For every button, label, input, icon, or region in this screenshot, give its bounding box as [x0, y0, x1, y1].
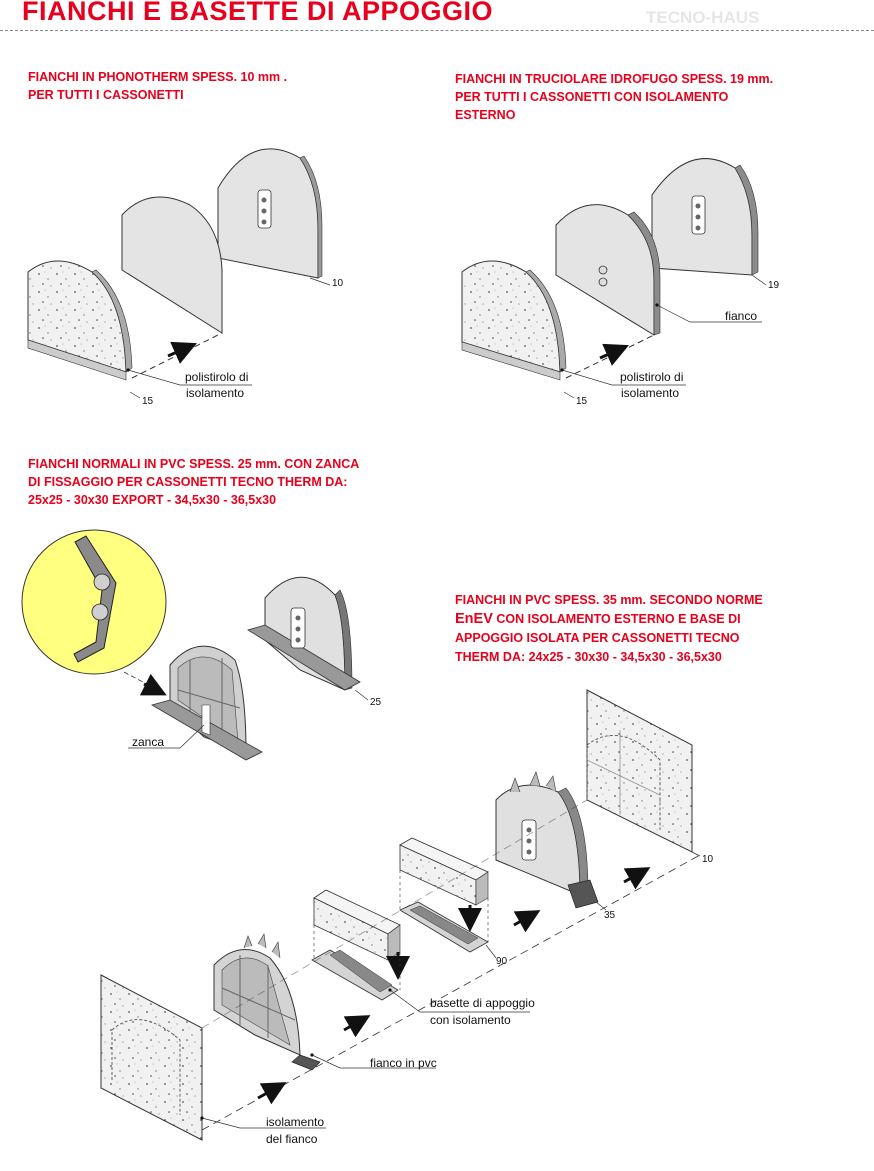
- caption-pvc35-line1: FIANCHI IN PVC SPESS. 35 mm. SECONDO NORME: [455, 593, 763, 607]
- pvc35-dim-10: 10: [702, 854, 714, 865]
- caption-pvc25-line2: DI FISSAGGIO PER CASSONETTI TECNO THERM DA:: [28, 475, 348, 489]
- caption-pvc35-line2-rest: CON ISOLAMENTO ESTERNO E BASE DI: [492, 612, 741, 626]
- truciolare-label-insulation-1: polistirolo di: [620, 370, 684, 384]
- truciolare-label-insulation-2: isolamento: [621, 386, 680, 400]
- pvc35-label-base-2: con isolamento: [430, 1013, 511, 1027]
- phonotherm-label-insulation-1: polistirolo di: [185, 370, 249, 384]
- pvc35-label-base-1: basette di appoggio: [430, 996, 535, 1010]
- truciolare-label-side: fianco: [725, 309, 758, 323]
- caption-truciolare-line2: PER TUTTI I CASSONETTI CON ISOLAMENTO: [455, 90, 729, 104]
- pvc35-dim-90: 90: [496, 956, 508, 967]
- caption-phonotherm-line1: FIANCHI IN PHONOTHERM SPESS. 10 mm .: [28, 70, 288, 84]
- phonotherm-dim-10: 10: [332, 278, 344, 289]
- pvc35-insulation-front: [101, 975, 202, 1140]
- pvc25-label-bracket: zanca: [132, 735, 165, 749]
- truciolare-dim-15: 15: [576, 396, 588, 407]
- caption-pvc25-line1: FIANCHI NORMALI IN PVC SPESS. 25 mm. CON ZANCA: [28, 457, 360, 471]
- caption-truciolare-line1: FIANCHI IN TRUCIOLARE IDROFUGO SPESS. 19 mm.: [455, 72, 774, 86]
- phonotherm-panel-middle: [122, 197, 222, 333]
- pvc25-dim-25: 25: [370, 697, 382, 708]
- pvc35-dim-35: 35: [604, 910, 616, 921]
- phonotherm-group: [28, 149, 344, 407]
- phonotherm-dim-15: 15: [142, 396, 154, 407]
- brand-logo: TECNO-HAUS: [646, 8, 760, 27]
- caption-pvc35-line4: THERM DA: 24x25 - 30x30 - 34,5x30 - 36,5x30: [455, 650, 722, 664]
- caption-truciolare-line3: ESTERNO: [455, 108, 516, 122]
- pvc35-insulation-back: [587, 690, 692, 852]
- caption-pvc25-line3: 25x25 - 30x30 EXPORT - 34,5x30 - 36,5x30: [28, 493, 277, 507]
- phonotherm-panel-foam: [28, 261, 126, 372]
- truciolare-dim-19: 19: [768, 280, 780, 291]
- phonotherm-label-insulation-2: isolamento: [186, 386, 245, 400]
- pvc35-label-insulation-1: isolamento: [266, 1115, 325, 1129]
- truciolare-panel-foam: [462, 261, 560, 372]
- pvc25-group: [22, 530, 382, 760]
- caption-pvc35-line3: APPOGGIO ISOLATA PER CASSONETTI TECNO: [455, 631, 740, 645]
- truciolare-group: [462, 159, 780, 407]
- page-title: FIANCHI E BASETTE DI APPOGGIO: [22, 0, 494, 26]
- caption-enev: EnEV: [455, 611, 493, 627]
- pvc35-group: [101, 690, 714, 1146]
- caption-phonotherm-line2: PER TUTTI I CASSONETTI: [28, 88, 184, 102]
- pvc35-label-insulation-2: del fianco: [266, 1132, 318, 1146]
- pvc35-label-side: fianco in pvc: [370, 1056, 437, 1070]
